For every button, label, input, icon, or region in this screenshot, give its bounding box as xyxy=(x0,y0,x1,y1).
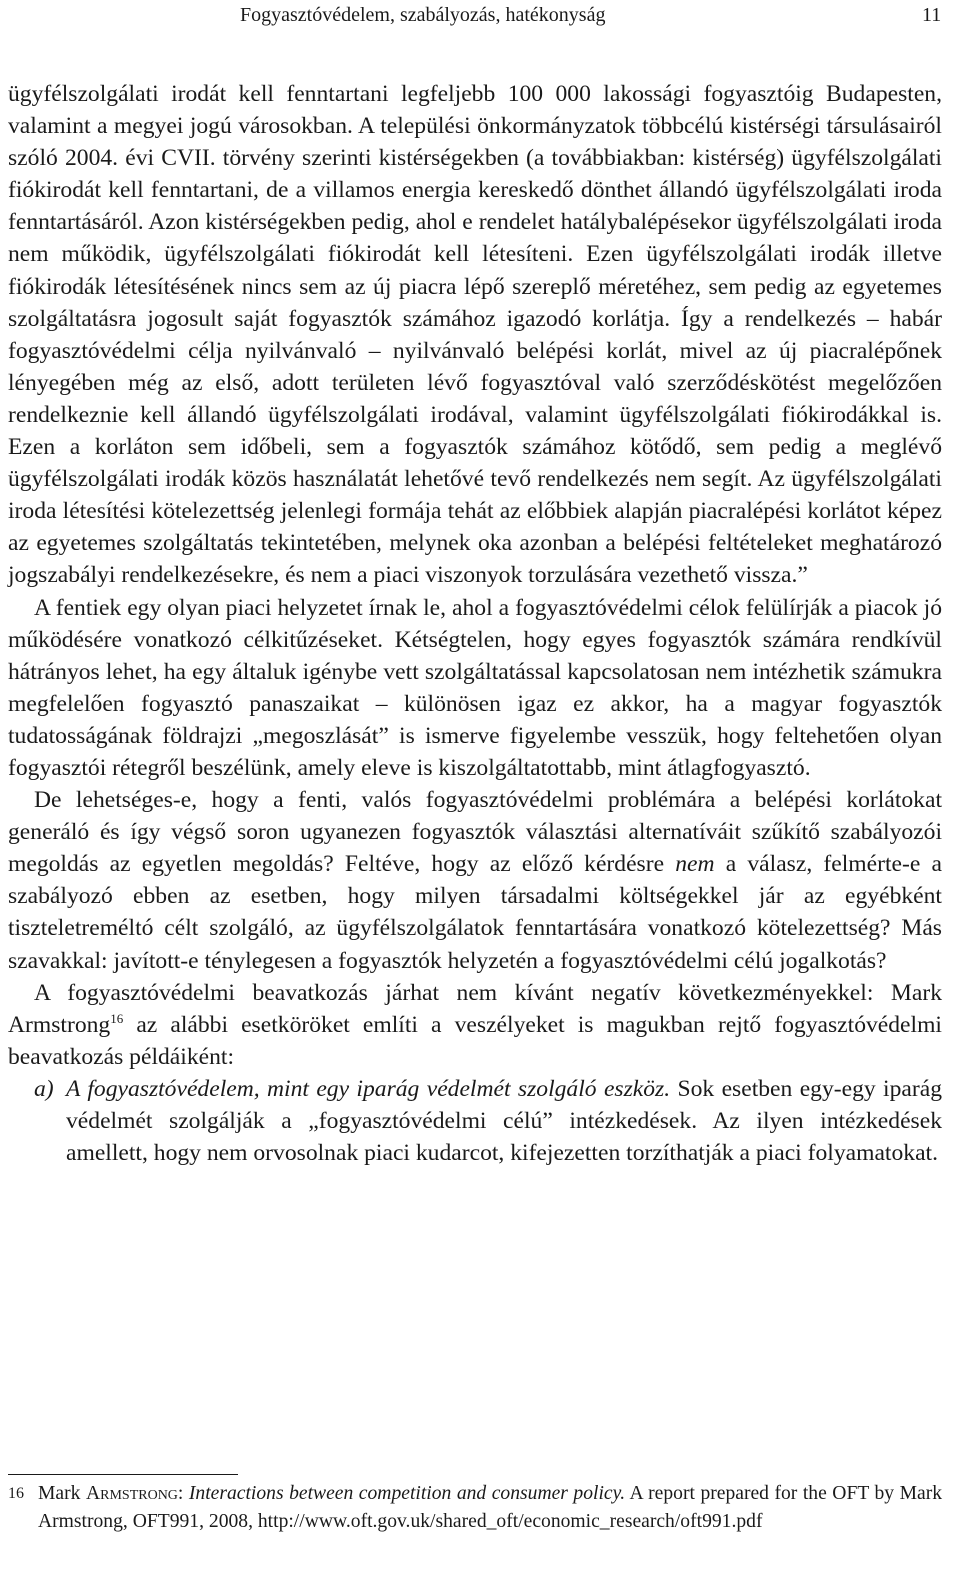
paragraph-2: A fentiek egy olyan piaci helyzetet írnak le, ahol a fogyasztóvédelmi célok felülírják a piacok jó működésére vonatkozó célkitűzéseket. Kétségtelen, hogy egyes fogyasztók számára rendkívül hátrányos lehet, ha egy általuk igénybe vett szolgáltatással kapcsolatosan nem intézhetik számukra megfelelően fogyasztó panaszaikat – különösen igaz ez akkor, ha a magyar fogyasztók tudatosságának földrajzi „megoszlását” is ismerve figyelembe vesszük, hogy feltehetően olyan fogyasztói rétegről beszélünk, amely eleve is kiszolgáltatottabb, mint átlagfogyasztó. xyxy=(8,594,942,781)
body-text xyxy=(8,78,942,1169)
running-head-title: Fogyasztóvédelem, szabályozás, hatékonyság xyxy=(240,4,606,26)
paragraph-3 xyxy=(8,784,942,977)
list-item-a-text: Sok esetben egy-egy iparág védelmét szolgálják a „fogyasztóvédelmi célú” intézkedések. Az ilyen intézkedések amellett, hogy nem orvosolnak piaci kudarcot, kifejezetten torzíthatják a piaci folyamatokat. xyxy=(66,1075,942,1167)
paragraph-4 xyxy=(8,977,942,1073)
paragraph-3-text-b: a válasz, felmérte-e a szabályozó ebben az esetben, hogy milyen társadalmi költségekkel jár az egyébként tiszteletreméltó célt szolgáló, az ügyfélszolgálatok fenntartására vonatkozó kötelezettség? Más szavakkal: javított-e ténylegesen a fogyasztók helyzetén a fogyasztóvédelmi célú jogalkotás? xyxy=(8,851,942,974)
footnote-colon: : xyxy=(177,1483,189,1504)
footnote-author-first: Mark xyxy=(38,1483,86,1504)
footnote-author-last: Armstrong xyxy=(85,1483,178,1504)
footnote-divider xyxy=(8,1474,238,1475)
paragraph-4-text-a: A fogyasztóvédelmi beavatkozás járhat nem kívánt negatív következményekkel: Mark Armstrong xyxy=(8,979,942,1038)
paragraph-4-text-b: az alábbi esetköröket említi a veszélyeket is magukban rejtő fogyasztóvédelmi beavatkozás példáiként: xyxy=(8,1011,942,1070)
footnote-title: Interactions between competition and consumer policy. xyxy=(188,1483,626,1504)
list-item-a-lead: A fogyasztóvédelem, mint egy iparág védelmét szolgáló eszköz. xyxy=(66,1075,671,1102)
paragraph-3-emphasis: nem xyxy=(675,851,715,878)
list-item-a xyxy=(8,1073,942,1169)
footnote-body xyxy=(8,1480,942,1535)
footnote-rest: A report prepared for the OFT by Mark Armstrong, OFT991, 2008, http://www.oft.gov.uk/shared_oft/economic_research/oft991.pdf xyxy=(38,1483,943,1532)
list-marker-a: a) xyxy=(34,1075,54,1102)
paragraph-3-text-a: De lehetséges-e, hogy a fenti, valós fogyasztóvédelmi problémára a belépési korlátokat generáló és így végső soron ugyanezen fogyasztók választási alternatíváit szűkítő szabályozói megoldás az egyetlen megoldás? Feltéve, hogy az előző kérdésre xyxy=(8,787,942,878)
page-number: 11 xyxy=(922,4,942,26)
running-head xyxy=(0,0,960,30)
footnote-ref-16[interactable]: 16 xyxy=(110,1010,124,1026)
footnote-16 xyxy=(8,1480,942,1535)
footnote-number: 16 xyxy=(8,1485,24,1502)
paragraph-1: ügyfélszolgálati irodát kell fenntartani legfeljebb 100 000 lakossági fogyasztóig Budapesten, valamint a megyei jogú városokban. A települési önkormányzatok többcélú kistérségi társulásairól szóló 2004. évi CVII. törvény szerinti kistérségekben (a továbbiakban: kistérség) ügyfélszolgálati fiókirodát kell fenntartani, de a villamos energia kereskedő dönthet állandó ügyfélszolgálati iroda fenntartásáról. Azon kistérségekben pedig, ahol e rendelet hatálybalépésekor ügyfélszolgálati iroda nem működik, ügyfélszolgálati fiókirodát kell létesíteni. Ezen ügyfélszolgálati irodák illetve fiókirodák létesítésének nincs sem az új piacra lépő szereplő méretéhez, sem pedig az egyetemes szolgáltatásra jogosult saját fogyasztók számához igazodó korlátja. Így a rendelkezés – habár fogyasztóvédelmi célja nyilvánvaló – nyilvánvaló belépési korlát, mivel az új piacralépőnek lényegében még az első, adott területen lévő fogyasztóval való szerződéskötést megelőzően rendelkeznie kell állandó ügyfélszolgálati irodával, valamint ügyfélszolgálati fiókirodákkal is. Ezen a korláton sem időbeli, sem a fogyasztók számához kötődő, sem pedig a meglévő ügyfélszolgálati irodák közös használatát lehetővé tevő rendelkezés nem segít. Az ügyfélszolgálati iroda létesítési kötelezettség jelenlegi formája tehát az előbbiek alapján piacralépési korlátot képez az egyetemes szolgáltatás tekintetében, melynek oka azonban a belépési feltételeket meghatározó jogszabályi rendelkezésekre, és nem a piaci viszonyok torzulására vezethető vissza.” xyxy=(8,81,942,589)
